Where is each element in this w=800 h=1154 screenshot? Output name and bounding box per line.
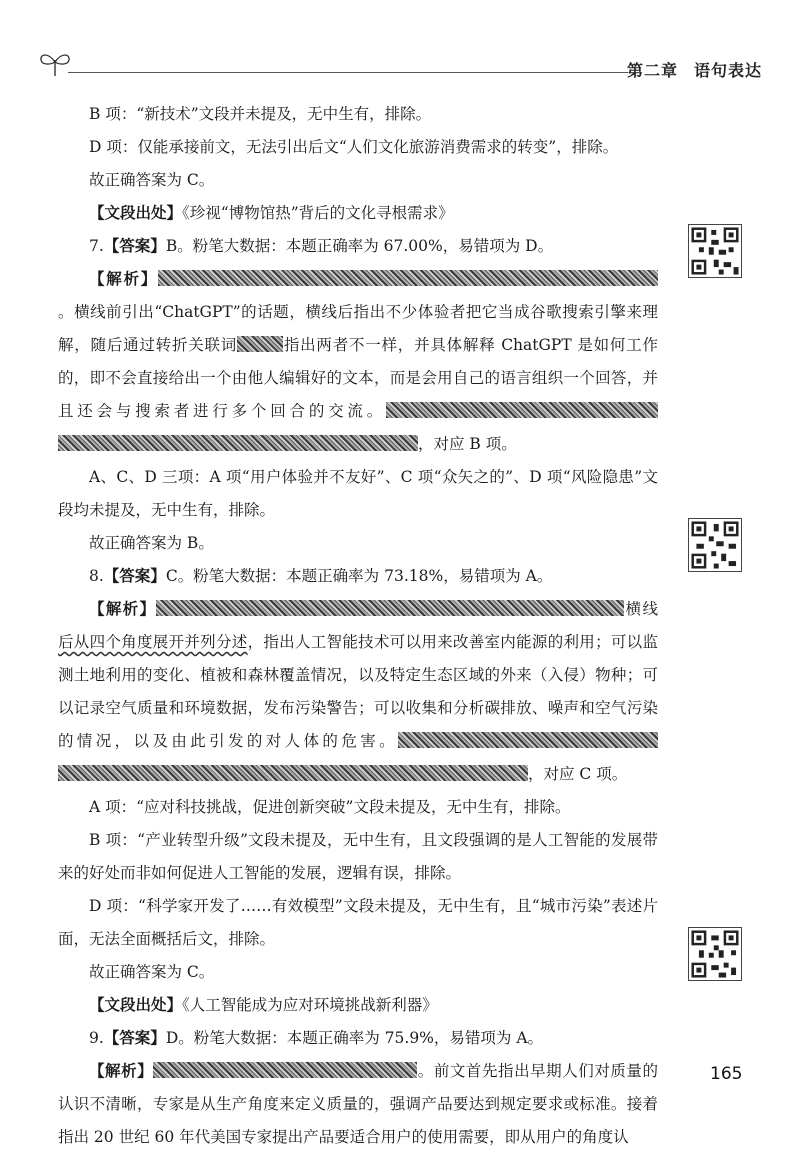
question-9-analysis: [58, 1055, 658, 1154]
option-b-note: B 项：“新技术”文段并未提及，无中生有，排除。: [89, 105, 432, 123]
analysis-text: ，对应 B 项。: [418, 435, 517, 453]
option-d-note: D 项：仅能承接前文，无法引出后文“人们文化旅游消费需求的转变”，排除。: [89, 138, 619, 156]
redacted-block: [156, 600, 624, 616]
page-header: [38, 48, 768, 78]
answer-line: 故正确答案为 C。: [89, 963, 215, 981]
redacted-block: [58, 765, 528, 781]
analysis-tag: 【解析】: [89, 270, 158, 288]
analysis-tag: 【解析】: [89, 600, 157, 618]
analysis-text: ，对应 C 项。: [528, 765, 628, 783]
redacted-block: [58, 435, 418, 451]
question-number: 7.: [89, 237, 104, 255]
analysis-text: 。前文首先指出早期人们对质量的认识不清晰，专家是从生产角度来定义质量的，强调产品要达到规定要求或标准。接着指出 20 世纪 60 年代美国专家提出产品要适合用户的使用需要，即从用户的角度认: [58, 1062, 658, 1146]
analysis-text: 指出两者不一样，并具体解释 ChatGPT 是如何工作的，即不会直接给出一个由他人编辑好的文本，而是会用自己的语言组织一个回答，并且还会与搜索者进行多个回合的交流。: [58, 336, 658, 420]
answer-tag: 【答案】: [103, 237, 166, 255]
qr-code-icon[interactable]: [688, 518, 742, 572]
source-title: 《人工智能成为应对环境挑战新利器》: [182, 996, 438, 1014]
underlined-phrase: 后从四个角度展开并列分述: [58, 633, 248, 651]
answer-tag: 【答案】: [103, 1029, 166, 1047]
qr-code-icon[interactable]: [688, 224, 742, 278]
option-b-note: B 项：“产业转型升级”文段未提及，无中生有，且文段强调的是人工智能的发展带来的好处而非如何促进人工智能的发展，逻辑有误，排除。: [58, 831, 658, 882]
qr-code-icon[interactable]: [688, 927, 742, 981]
source-title: 《珍视“博物馆热”背后的文化寻根需求》: [182, 204, 454, 222]
question-9-answer: [58, 1022, 658, 1055]
option-acd-note: A、C、D 三项：A 项“用户体验并不友好”、C 项“众矢之的”、D 项“风险隐患”文段均未提及，无中生有，排除。: [58, 468, 658, 519]
question-7-answer: [58, 230, 658, 263]
redacted-block: [158, 270, 658, 286]
answer-line: 故正确答案为 C。: [89, 171, 215, 189]
answer-line: 故正确答案为 B。: [89, 534, 214, 552]
question-8-answer: [58, 560, 658, 593]
answer-text: D。粉笔大数据：本题正确率为 75.9%，易错项为 A。: [165, 1029, 544, 1047]
analysis-text: 横线前引出“ChatGPT”的话题，横线后指出不少体验者把它当成谷歌搜索引擎来理解，随后通过转折关联词: [58, 303, 658, 354]
analysis-text: 横线: [624, 600, 658, 618]
analysis-tag: 【解析】: [89, 1062, 154, 1080]
page-number: 165: [710, 1064, 743, 1084]
source-tag: 【文段出处】: [89, 204, 183, 222]
page-content: [58, 98, 658, 1154]
chapter-number: 第二章: [626, 61, 678, 80]
question-number: 9.: [89, 1029, 104, 1047]
chapter-title: [627, 58, 762, 81]
answer-tag: 【答案】: [103, 567, 166, 585]
analysis-text: ，指出人工智能技术可以用来改善室内能源的利用；可以监测土地利用的变化、植被和森林覆盖情况，以及特定生态区域的外来（入侵）物种；可以记录空气质量和环境数据，发布污染警告；可以收集和分析碳排放、噪声和空气污染的情况，以及由此引发的对人体的危害。: [58, 633, 658, 750]
header-rule: [68, 72, 628, 73]
redacted-block: [237, 336, 283, 352]
option-a-note: A 项：“应对科技挑战，促进创新突破”文段未提及，无中生有，排除。: [89, 798, 571, 816]
source-tag: 【文段出处】: [89, 996, 183, 1014]
sprout-icon: [38, 48, 72, 78]
redacted-block: [398, 732, 658, 748]
answer-text: C。粉笔大数据：本题正确率为 73.18%，易错项为 A。: [165, 567, 553, 585]
question-8-analysis: [58, 593, 658, 791]
question-7-analysis: 【解析】。横线前引出“ChatGPT”的话题，横线后指出不少体验者把它当成谷歌搜索引擎来理解，随后通过转折关联词 指出两者不一样，并具体解释 ChatGPT 是如何工作的，即不会直接给出一个由他人编辑好的文本，而是会用自己的语言组织一个回答，并且还会与搜索者进行多个回合的交流。，对应 B 项。: [58, 270, 658, 453]
answer-text: B。粉笔大数据：本题正确率为 67.00%，易错项为 D。: [165, 237, 554, 255]
source-line: [58, 989, 658, 1022]
source-line: [58, 197, 658, 230]
redacted-block: [153, 1062, 417, 1078]
question-number: 8.: [89, 567, 104, 585]
redacted-block: [386, 402, 658, 418]
option-d-note: D 项：“科学家开发了……有效模型”文段未提及，无中生有，且“城市污染”表述片面，无法全面概括后文，排除。: [58, 897, 658, 948]
section-title: 语句表达: [693, 61, 762, 80]
